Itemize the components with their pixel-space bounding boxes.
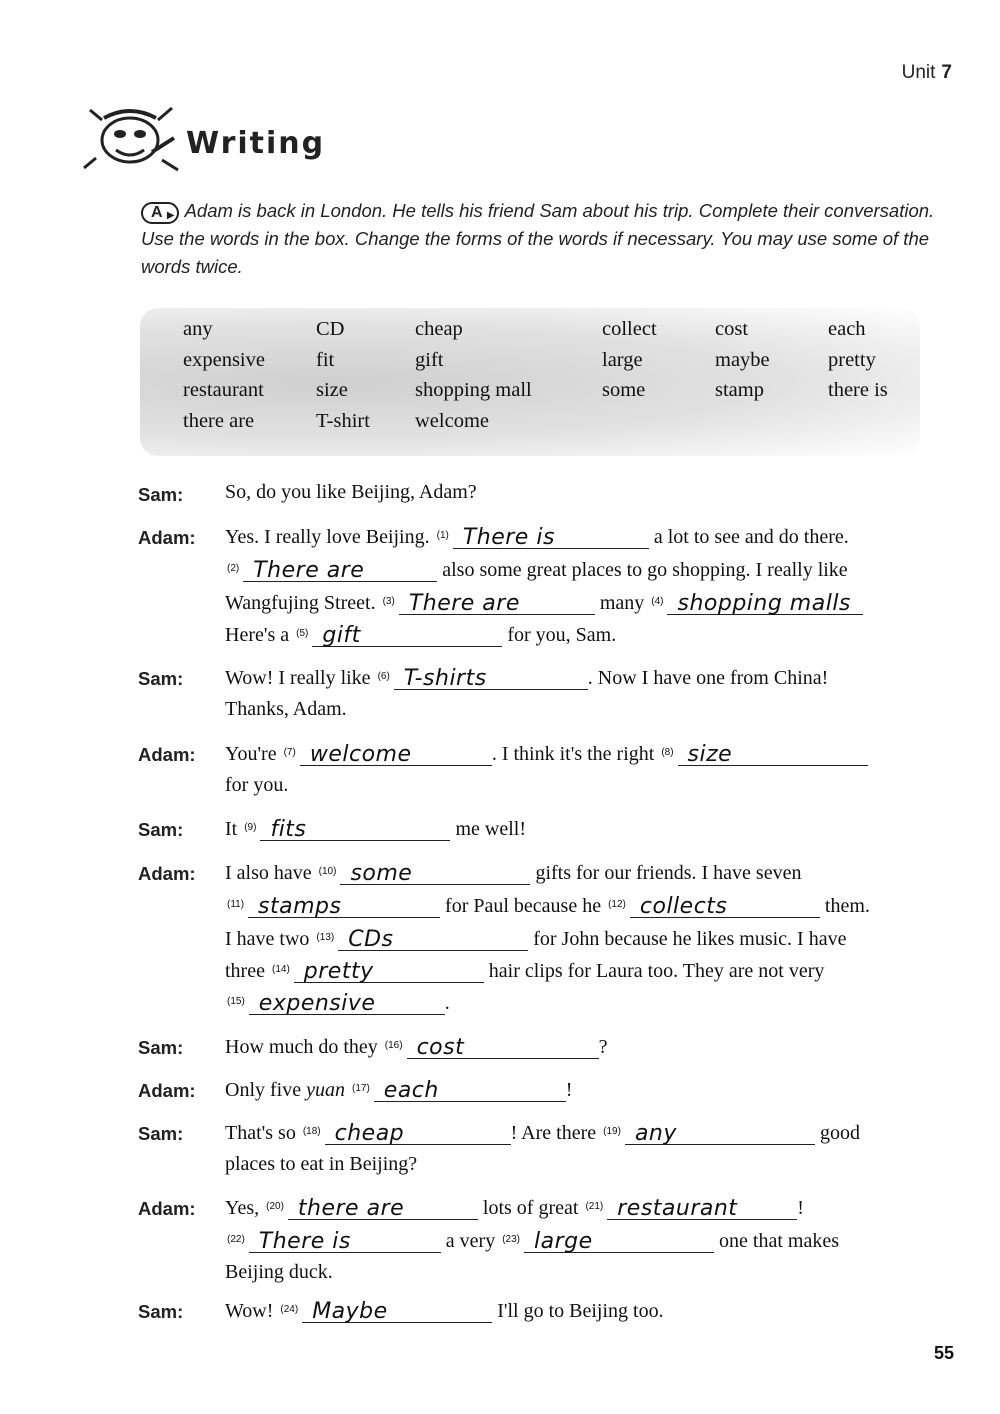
dialogue-line: [225, 1034, 607, 1059]
line-text: Yes,: [225, 1197, 260, 1219]
blank-number: (6): [377, 671, 390, 682]
word: T-shirt: [316, 409, 370, 432]
blank-number: (11): [227, 899, 245, 910]
speaker-label: Adam:: [138, 744, 196, 765]
dialogue-line: [225, 958, 824, 983]
line-text: How much do they: [225, 1036, 378, 1058]
answer-blank[interactable]: [399, 590, 595, 615]
answer-blank[interactable]: [667, 590, 863, 615]
section-title: Writing: [186, 126, 326, 161]
handwritten-answer: any: [634, 1121, 677, 1146]
dialogue-line: [225, 1261, 333, 1284]
blank-number: (7): [283, 747, 296, 758]
blank-number: (10): [318, 866, 337, 877]
dialogue-line: [225, 860, 801, 885]
answer-blank[interactable]: [260, 816, 450, 841]
dialogue-line: [225, 1153, 417, 1176]
blank-number: (2): [227, 563, 240, 574]
handwritten-answer: gift: [322, 623, 361, 648]
answer-blank[interactable]: [312, 622, 502, 647]
speaker-label: Adam:: [138, 1198, 196, 1219]
dialogue-line: [225, 698, 347, 721]
answer-blank[interactable]: [625, 1120, 815, 1145]
handwritten-answer: There are: [253, 558, 365, 583]
unit-label: [902, 62, 952, 84]
dialogue-line: [225, 665, 828, 690]
dialogue-line: [225, 1077, 572, 1102]
blank-number: (1): [436, 530, 449, 541]
line-text-italic: yuan: [306, 1079, 345, 1101]
line-text: Wangfujing Street.: [225, 592, 376, 614]
dialogue-line: [225, 524, 849, 549]
blank-number: (5): [296, 628, 309, 639]
word: maybe: [715, 348, 770, 371]
word: pretty: [828, 348, 876, 371]
speaker-label: Adam:: [138, 1080, 196, 1101]
line-text: one that makes: [719, 1230, 839, 1252]
dialogue-line: [225, 1228, 839, 1253]
task-badge: [141, 202, 179, 224]
line-text: for Paul because he: [445, 895, 602, 917]
word: collect: [602, 318, 657, 340]
line-text: .: [444, 992, 450, 1014]
handwritten-answer: large: [534, 1229, 593, 1254]
speaker-label: Adam:: [138, 527, 196, 548]
word: cheap: [415, 318, 463, 340]
line-text: also some great places to go shopping. I really like: [442, 559, 848, 581]
handwritten-answer: There are: [408, 591, 520, 616]
word: expensive: [183, 348, 265, 371]
line-text: a lot to see and do there.: [653, 526, 849, 548]
blank-number: (18): [302, 1126, 321, 1137]
line-text: Wow!: [225, 1300, 274, 1322]
line-text: a very: [445, 1230, 496, 1252]
line-text: places to eat in Beijing?: [225, 1153, 418, 1175]
line-text: gifts for our friends. I have seven: [535, 862, 802, 884]
line-text: . I think it's the right: [491, 743, 655, 765]
line-text: Only five: [225, 1079, 302, 1101]
line-text: ?: [598, 1036, 608, 1058]
answer-blank[interactable]: [294, 958, 484, 983]
blank-number: (8): [661, 747, 674, 758]
line-text: ! Are there: [510, 1122, 597, 1144]
blank-number: (24): [280, 1304, 299, 1315]
word: fit: [316, 348, 335, 371]
handwritten-answer: Maybe: [312, 1299, 388, 1324]
handwritten-answer: cost: [416, 1035, 465, 1060]
speaker-label: Sam:: [138, 819, 184, 840]
blank-number: (20): [266, 1201, 284, 1212]
blank-number: (4): [651, 596, 664, 607]
handwritten-answer: collects: [639, 894, 728, 919]
line-text: I also have: [225, 862, 312, 884]
blank-number: (16): [384, 1040, 403, 1051]
answer-blank[interactable]: [300, 741, 492, 766]
line-text: I'll go to Beijing too.: [497, 1300, 664, 1322]
word: some: [602, 379, 646, 401]
dialogue-line: [225, 481, 477, 504]
blank-number: (19): [603, 1126, 621, 1137]
speaker-label: Sam:: [138, 1301, 184, 1322]
line-text: hair clips for Laura too. They are not very: [488, 960, 825, 982]
handwritten-answer: pretty: [303, 959, 374, 984]
answer-blank[interactable]: [630, 893, 820, 918]
word: there are: [183, 409, 255, 432]
line-text: three: [225, 960, 265, 982]
answer-blank[interactable]: [338, 926, 528, 951]
answer-blank[interactable]: [249, 990, 445, 1015]
handwritten-answer: each: [383, 1078, 439, 1103]
line-text: them.: [824, 895, 870, 917]
word: size: [316, 379, 348, 401]
word-grid: [183, 318, 928, 440]
dialogue-line: [225, 816, 526, 841]
handwritten-answer: some: [350, 861, 413, 886]
arrow-right-icon: ▶: [166, 210, 175, 221]
handwritten-answer: fits: [270, 817, 307, 842]
dialogue-line: [225, 1120, 860, 1145]
dialogue-line: [225, 893, 870, 918]
line-text: Here's a: [225, 624, 290, 646]
page-number: 55: [933, 1343, 954, 1363]
handwritten-answer: shopping malls: [677, 591, 851, 616]
line-text: . Now I have one from China!: [587, 667, 829, 689]
blank-number: (17): [351, 1083, 370, 1094]
word: stamp: [715, 379, 764, 401]
speaker-label: Sam:: [138, 1037, 184, 1058]
word: shopping mall: [415, 379, 532, 401]
blank-number: (12): [608, 899, 626, 910]
line-text: It: [225, 818, 238, 840]
line-text: good: [819, 1122, 860, 1144]
blank-number: (9): [244, 822, 257, 833]
answer-blank[interactable]: [407, 1034, 599, 1059]
handwritten-answer: stamps: [258, 894, 342, 919]
blank-number: (22): [227, 1234, 245, 1245]
answer-blank[interactable]: [453, 524, 649, 549]
line-text: for John because he likes music. I have: [533, 928, 847, 950]
speaker-label: Sam:: [138, 668, 184, 689]
answer-blank[interactable]: [607, 1195, 797, 1220]
answer-blank[interactable]: [340, 860, 530, 885]
line-text: So, do you like Beijing, Adam?: [225, 481, 477, 503]
blank-number: (13): [316, 932, 335, 943]
handwritten-answer: CDs: [348, 927, 394, 952]
line-text: !: [565, 1079, 573, 1101]
unit-text: Unit: [901, 62, 936, 83]
dialogue-line: [225, 1195, 804, 1220]
word: large: [602, 348, 643, 371]
answer-blank[interactable]: [678, 741, 868, 766]
blank-number: (21): [585, 1201, 604, 1212]
dialogue-line: [225, 622, 616, 647]
speaker-label: Sam:: [138, 484, 184, 505]
handwritten-answer: cheap: [334, 1121, 405, 1146]
blank-number: (23): [502, 1234, 521, 1245]
answer-blank[interactable]: [374, 1077, 566, 1102]
line-text: That's so: [225, 1122, 296, 1144]
word: any: [183, 318, 213, 340]
handwritten-answer: size: [687, 742, 733, 767]
line-text: me well!: [455, 818, 526, 840]
task-badge-letter: A: [151, 204, 163, 221]
handwritten-answer: there are: [297, 1196, 405, 1221]
answer-blank[interactable]: [249, 1228, 441, 1253]
answer-blank[interactable]: [288, 1195, 478, 1220]
word: each: [828, 318, 866, 340]
line-text: Beijing duck.: [225, 1261, 333, 1283]
dialogue-line: [225, 774, 288, 797]
handwritten-answer: There is: [462, 525, 555, 550]
word: gift: [415, 348, 444, 371]
handwritten-answer: expensive: [258, 991, 376, 1016]
line-text: Wow! I really like: [225, 667, 371, 689]
instruction-text: Adam is back in London. He tells his friend Sam about his trip. Complete their conversation. Use the words in the box. Change the forms of the words if necessary. You may use some of the words twice.: [141, 200, 935, 277]
dialogue-line: [225, 557, 848, 582]
line-text: You're: [225, 743, 277, 765]
answer-blank[interactable]: [524, 1228, 714, 1253]
line-text: I have two: [225, 928, 310, 950]
dialogue-line: [225, 990, 450, 1015]
dialogue-line: [225, 741, 868, 766]
line-text: Yes. I really love Beijing.: [225, 526, 430, 548]
word: welcome: [415, 409, 489, 432]
line-text: lots of great: [482, 1197, 579, 1219]
speaker-label: Sam:: [138, 1123, 184, 1144]
line-text: many: [599, 592, 645, 614]
answer-blank[interactable]: [394, 665, 588, 690]
word: there is: [828, 379, 888, 401]
handwritten-answer: There is: [258, 1229, 351, 1254]
unit-number: 7: [941, 62, 952, 83]
writing-mascot-icon: [82, 98, 182, 178]
dialogue-line: [225, 926, 846, 951]
word: cost: [715, 318, 749, 340]
blank-number: (15): [227, 996, 245, 1007]
answer-blank[interactable]: [248, 893, 440, 918]
handwritten-answer: T-shirts: [403, 666, 487, 691]
line-text: for you, Sam.: [507, 624, 617, 646]
handwritten-answer: restaurant: [617, 1196, 738, 1221]
blank-number: (14): [271, 964, 290, 975]
line-text: for you.: [225, 774, 289, 796]
blank-number: (3): [382, 596, 395, 607]
speaker-label: Adam:: [138, 863, 196, 884]
dialogue-line: [225, 1298, 664, 1323]
dialogue-line: [225, 590, 863, 615]
word: restaurant: [183, 379, 264, 401]
line-text: !: [797, 1197, 804, 1219]
answer-blank[interactable]: [325, 1120, 511, 1145]
word: CD: [316, 318, 345, 340]
answer-blank[interactable]: [302, 1298, 492, 1323]
instruction: [141, 197, 941, 281]
handwritten-answer: welcome: [309, 742, 412, 767]
line-text: Thanks, Adam.: [225, 698, 347, 720]
answer-blank[interactable]: [243, 557, 437, 582]
